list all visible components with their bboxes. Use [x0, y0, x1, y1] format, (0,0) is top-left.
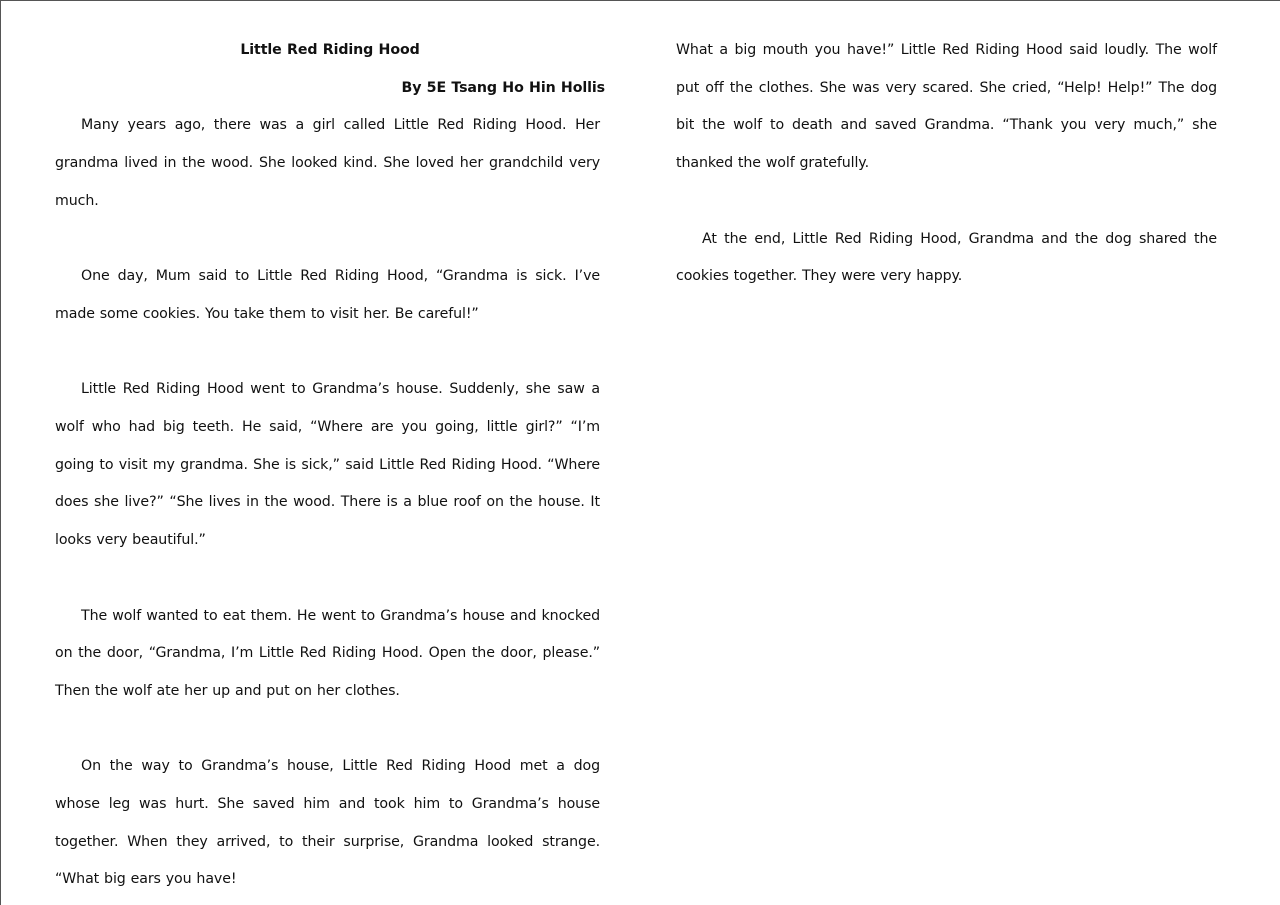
left-column [55, 32, 605, 899]
story-title: Little Red Riding Hood [240, 42, 420, 58]
page-border-left [0, 0, 1, 905]
paragraph-intro: Many years ago, there was a girl called Little Red Riding Hood. Her grandma lived in the wood. She looked kind. She loved her grandchild very much. [55, 117, 600, 209]
page-border-top [0, 0, 1280, 1]
paragraph-wolf-at-grandmas: The wolf wanted to eat them. He went to Grandma’s house and knocked on the door, “Grandma, I’m Little Red Riding Hood. Open the door, please.” Then the wolf ate her up and put on her clothes. [55, 607, 600, 699]
paragraph-big-mouth: What a big mouth you have!” Little Red Riding Hood said loudly. The wolf put off the clothes. She was very scared. She cried, “Help! Help!” The dog bit the wolf to death and saved Grandma. “Thank you very much,” she thanked the wolf gratefully. [676, 42, 1217, 172]
paragraph-ending: At the end, Little Red Riding Hood, Grandma and the dog shared the cookies together. They were very happy. [676, 230, 1217, 285]
paragraph-dog: On the way to Grandma’s house, Little Red Riding Hood met a dog whose leg was hurt. She saved him and took him to Grandma’s house together. When they arrived, to their surprise, Grandma looked strange. “What big ears you have! [55, 758, 600, 888]
story-author: By 5E Tsang Ho Hin Hollis [401, 79, 605, 96]
right-column [676, 32, 1217, 296]
paragraph-meets-wolf: Little Red Riding Hood went to Grandma’s house. Suddenly, she saw a wolf who had big teeth. He said, “Where are you going, little girl?” “I’m going to visit my grandma. She is sick,” said Little Red Riding Hood. “Where does she live?” “She lives in the wood. There is a blue roof on the house. It looks very beautiful.” [55, 381, 600, 549]
paragraph-mum-cookies: One day, Mum said to Little Red Riding Hood, “Grandma is sick. I’ve made some cookies. You take them to visit her. Be careful!” [55, 268, 600, 322]
